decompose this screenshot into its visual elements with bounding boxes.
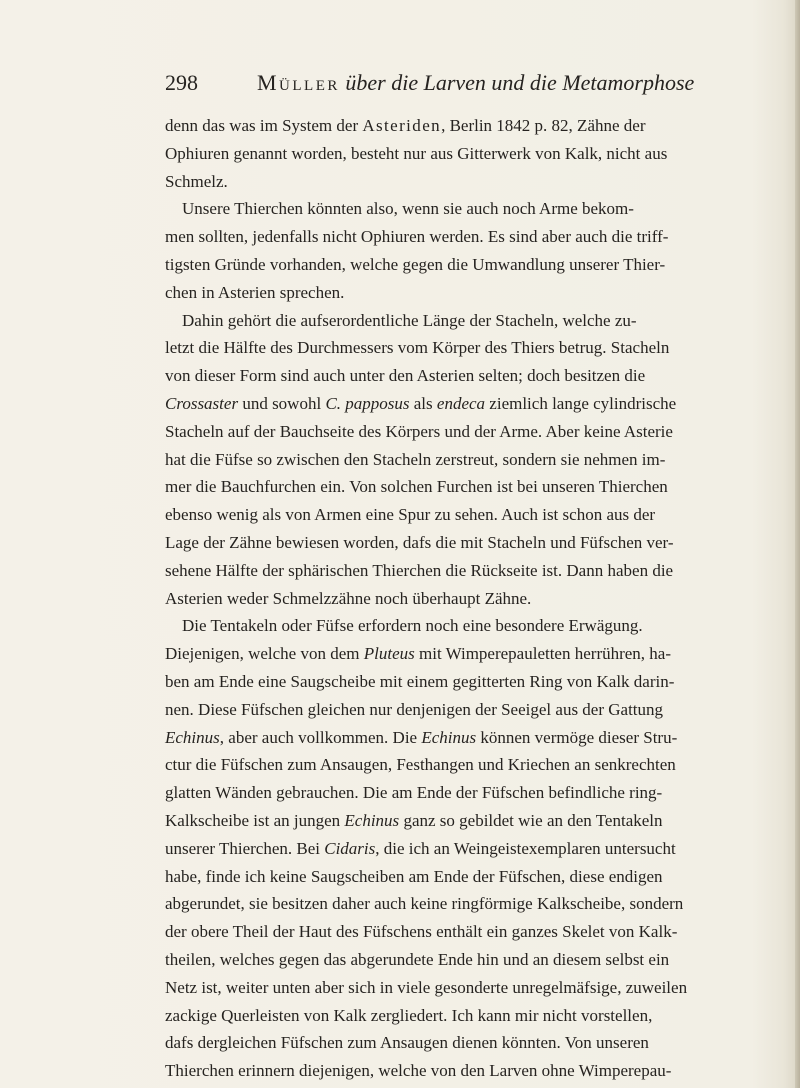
text-span-italic: Cidaris bbox=[324, 838, 376, 858]
running-title bbox=[257, 70, 694, 96]
text-line: Die Tentakeln oder Füfse erfordern noch eine besondere Erwägung. bbox=[182, 616, 643, 636]
text-line: Stacheln auf der Bauchseite des Körpers und der Arme. Aber keine Asterie bbox=[165, 421, 673, 441]
header-title-part3: und die bbox=[491, 70, 557, 95]
page-number: 298 bbox=[165, 70, 198, 95]
running-header bbox=[165, 70, 695, 100]
text-span: können vermöge dieser Stru- bbox=[476, 727, 678, 747]
text-line bbox=[165, 724, 678, 752]
text-line bbox=[165, 390, 677, 418]
text-span-italic: Echinus bbox=[344, 810, 400, 830]
text-line bbox=[165, 112, 646, 140]
text-span: mit Wimperepauletten herrühren, ha- bbox=[414, 644, 672, 664]
text-line: Thierchen erinnern diejenigen, welche von den Larven ohne Wimperepau- bbox=[165, 1061, 672, 1081]
text-line: Schmelz. bbox=[165, 171, 228, 191]
text-span-italic: Echinus bbox=[421, 727, 477, 747]
text-line: hat die Füfse so zwischen den Stacheln zerstreut, sondern sie nehmen im- bbox=[165, 449, 666, 469]
text-span: ziemlich lange cylindrische bbox=[485, 393, 677, 413]
header-title-part4: Metamorphose bbox=[562, 70, 695, 95]
text-line: Ophiuren genannt worden, besteht nur aus Gitterwerk von Kalk, nicht aus bbox=[165, 143, 668, 163]
text-line: zackige Querleisten von Kalk zergliedert. Ich kann mir nicht vorstellen, bbox=[165, 1005, 653, 1025]
text-span-italic: endeca bbox=[436, 393, 486, 413]
text-span: ganz so gebildet wie an den Tentakeln bbox=[399, 810, 663, 830]
text-line: Asterien weder Schmelzzähne noch überhaupt Zähne. bbox=[165, 588, 532, 608]
text-line: theilen, welches gegen das abgerundete Ende hin und an diesem selbst ein bbox=[165, 949, 670, 969]
text-line: Dahin gehört die aufserordentliche Länge der Stacheln, welche zu- bbox=[182, 310, 637, 330]
header-title-part2: Larven bbox=[423, 70, 486, 95]
text-span: und sowohl bbox=[238, 393, 326, 413]
text-span: , aber auch vollkommen. Die bbox=[219, 727, 422, 747]
text-line: ebenso wenig als von Armen eine Spur zu sehen. Auch ist schon aus der bbox=[165, 505, 656, 525]
text-line: dafs dergleichen Füfschen zum Ansaugen dienen könnten. Von unseren bbox=[165, 1033, 649, 1053]
text-span-italic: C. papposus bbox=[325, 393, 410, 413]
text-line: ctur die Füfschen zum Ansaugen, Festhangen und Kriechen an senkrechten bbox=[165, 755, 676, 775]
body-text bbox=[165, 112, 688, 1085]
page-edge-shadow bbox=[795, 0, 800, 1088]
text-line: nen. Diese Füfschen gleichen nur denjenigen der Seeigel aus der Gattung bbox=[165, 699, 664, 719]
text-line: Unsere Thierchen könnten also, wenn sie auch noch Arme bekom- bbox=[182, 199, 634, 219]
text-line: habe, finde ich keine Saugscheiben am Ende der Füfschen, diese endigen bbox=[165, 866, 663, 886]
text-line bbox=[165, 640, 672, 668]
text-span: , Berlin 1842 p. 82, Zähne der bbox=[441, 116, 646, 135]
text-span-italic: Crossaster bbox=[165, 393, 239, 413]
text-span-italic: Pluteus bbox=[363, 644, 415, 664]
header-title-part1: über die bbox=[345, 70, 419, 95]
text-line: letzt die Hälfte des Durchmessers vom Körper des Thiers betrug. Stacheln bbox=[165, 338, 670, 358]
text-line: chen in Asterien sprechen. bbox=[165, 282, 345, 302]
text-line bbox=[165, 807, 663, 835]
text-line: abgerundet, sie besitzen daher auch keine ringförmige Kalkscheibe, sondern bbox=[165, 894, 684, 914]
text-span: , die ich an Weingeistexemplaren untersucht bbox=[375, 838, 676, 858]
text-line: sehene Hälfte der sphärischen Thierchen die Rückseite ist. Dann haben die bbox=[165, 560, 674, 580]
text-span: als bbox=[409, 393, 437, 413]
text-line: von dieser Form sind auch unter den Asterien selten; doch besitzen die bbox=[165, 366, 646, 386]
text-line: ben am Ende eine Saugscheibe mit einem gegitterten Ring von Kalk darin- bbox=[165, 671, 675, 691]
text-line: men sollten, jedenfalls nicht Ophiuren werden. Es sind aber auch die triff- bbox=[165, 227, 669, 247]
text-line: der obere Theil der Haut des Füfschens enthält ein ganzes Skelet von Kalk- bbox=[165, 922, 678, 942]
text-line bbox=[165, 835, 676, 863]
text-line: Lage der Zähne bewiesen worden, dafs die mit Stacheln und Füfschen ver- bbox=[165, 532, 674, 552]
text-span: denn das was im System der bbox=[165, 116, 359, 135]
text-line: glatten Wänden gebrauchen. Die am Ende der Füfschen befindliche ring- bbox=[165, 783, 663, 803]
text-line: Netz ist, weiter unten aber sich in viele gesonderte unregelmäfsige, zuweilen bbox=[165, 977, 688, 997]
header-author: Müller bbox=[257, 70, 340, 95]
text-span: Diejenigen, welche von dem bbox=[165, 644, 364, 664]
text-span: Kalkscheibe ist an jungen bbox=[165, 810, 345, 830]
text-line: tigsten Gründe vorhanden, welche gegen die Umwandlung unserer Thier- bbox=[165, 254, 666, 274]
text-span-italic: Echinus bbox=[165, 727, 220, 747]
text-span: unserer Thierchen. Bei bbox=[165, 838, 325, 858]
text-span-spaced: Asteriden bbox=[362, 116, 442, 135]
text-line: mer die Bauchfurchen ein. Von solchen Furchen ist bei unseren Thierchen bbox=[165, 477, 668, 497]
